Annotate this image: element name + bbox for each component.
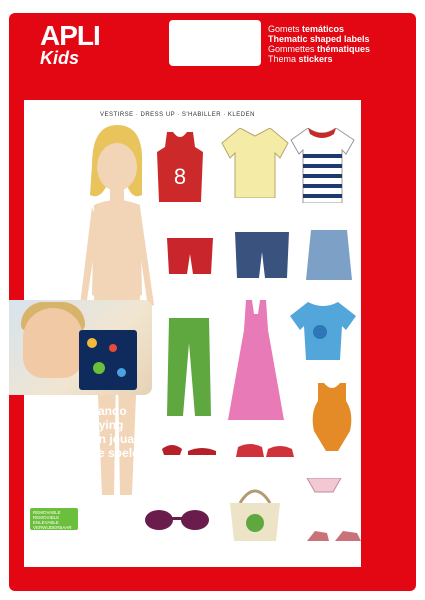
sticker-red-shorts xyxy=(165,238,215,276)
slogans xyxy=(28,404,146,460)
sticker-shoes-row xyxy=(158,437,358,462)
brand-name: APLI xyxy=(40,20,100,51)
slogan-es: Aprende jugando xyxy=(28,404,127,418)
sticker-blue-top xyxy=(290,302,356,362)
child-photo xyxy=(9,300,152,395)
sticker-denim-shorts xyxy=(233,232,291,280)
sticker-green-pants xyxy=(165,318,213,418)
sticker-underwear xyxy=(305,478,343,496)
removable-badge: REMOVABLE REMOVIBLE ENLEVABLE VERWIJDERBAAR xyxy=(30,508,78,530)
product-label-nl: Thema stickers xyxy=(268,54,333,64)
svg-text:8: 8 xyxy=(173,164,187,189)
slogan-en: Learn by playing xyxy=(28,418,124,432)
slogan-fr: Apprendre en jouant xyxy=(28,432,146,446)
sticker-denim-skirt xyxy=(305,230,353,282)
brand-logo xyxy=(40,20,100,69)
product-labels xyxy=(268,24,370,64)
sticker-count xyxy=(30,490,76,505)
brand-sub: Kids xyxy=(40,48,80,68)
sticker-striped-shirt xyxy=(290,128,355,203)
sheet-header: VESTIRSE · DRESS UP · S'HABILLER · KLEDEN xyxy=(100,112,255,118)
product-label-en: Thematic shaped labels xyxy=(268,34,370,44)
sticker-sandals xyxy=(305,523,363,545)
product-label-es: Gomets temáticos xyxy=(268,24,345,34)
slogan-nl: Leren door te spelen xyxy=(28,446,147,460)
sticker-count-suffix: h/sh/f/v xyxy=(37,493,76,505)
sticker-pink-dress xyxy=(226,300,286,422)
sticker-bag xyxy=(226,483,284,543)
hang-hole xyxy=(169,20,261,66)
sticker-red-tank-top xyxy=(155,132,205,202)
sticker-yellow-shirt xyxy=(220,128,290,198)
sticker-sunglasses xyxy=(143,508,211,532)
product-label-fr: Gommettes thématiques xyxy=(268,44,371,54)
sticker-count-number: 2 xyxy=(30,490,38,505)
